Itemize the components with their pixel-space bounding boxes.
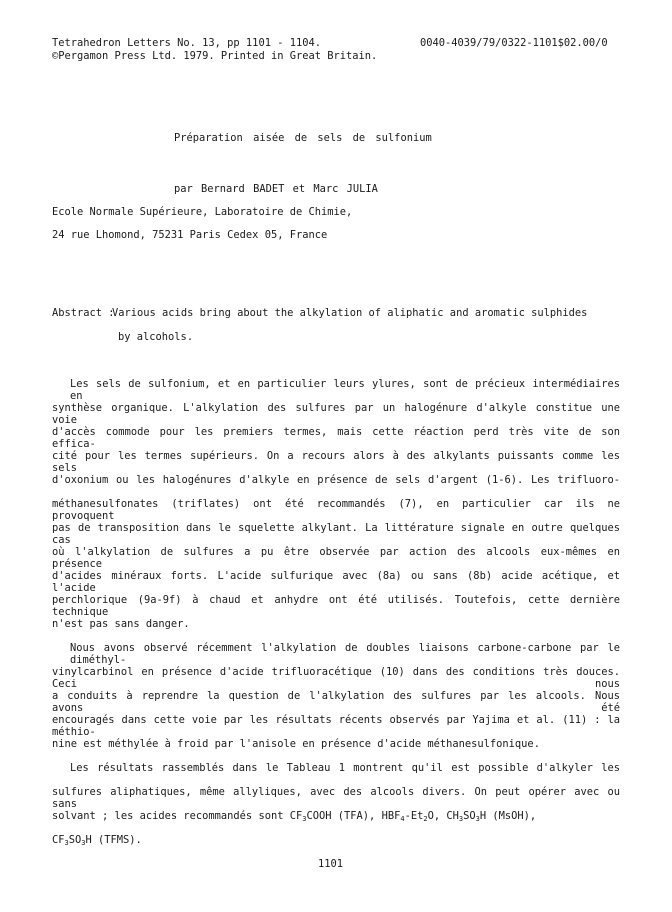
authors: par Bernard BADET et Marc JULIA — [174, 183, 378, 195]
journal-citation: Tetrahedron Letters No. 13, pp 1101 - 1104. — [52, 37, 321, 49]
body-line: encouragés dans cette voie par les résultats récents observés par Yajima et al. (11) : la méthio- — [52, 714, 620, 738]
body-line: n'est pas sans danger. — [52, 618, 190, 630]
body-line: d'oxonium ou les halogénures d'alkyle en présence de sels d'argent (1-6). Les trifluoro- — [52, 474, 620, 486]
body-line: sulfures aliphatiques, même allyliques, avec des alcools divers. On peut opérer avec ou sans — [52, 786, 620, 810]
body-line: cité pour les termes supérieurs. On a recours alors à des alkylants puissants comme les sels — [52, 450, 620, 474]
article-code: 0040-4039/79/0322-1101$02.00/0 — [420, 37, 608, 49]
body-line: d'accès commode pour les premiers termes, mais cette réaction perd très vite de son effica- — [52, 426, 620, 450]
body-line: a conduits à reprendre la question de l'alkylation des sulfures par les alcools. Nous avons été — [52, 690, 620, 714]
formula-msoh: $CH_3SO_3H$ (MsOH), — [446, 810, 537, 823]
article-title: Préparation aisée de sels de sulfonium — [174, 132, 432, 144]
formula-tfms: $CF_3SO_3H$ (TFMS). — [52, 834, 142, 847]
body-line: méthanesulfonates (triflates) ont été recommandés (7), en particulier car ils ne provoquent — [52, 498, 620, 522]
body-line: pas de transposition dans le squelette alkylant. La littérature signale en outre quelques cas — [52, 522, 620, 546]
affiliation-line-1: Ecole Normale Supérieure, Laboratoire de Chimie, — [52, 206, 353, 218]
formula-line — [52, 810, 620, 822]
body-line: Les résultats rassemblés dans le Tableau 1 montrent qu'il est possible d'alkyler les — [70, 762, 620, 774]
body-line: d'acides minéraux forts. L'acide sulfurique avec (8a) ou sans (8b) acide acétique, et l'acide — [52, 570, 620, 594]
body-line: synthèse organique. L'alkylation des sulfures par un halogénure d'alkyle constitue une voie — [52, 402, 620, 426]
body-line: Les sels de sulfonium, et en particulier leurs ylures, sont de précieux intermédiaires en — [70, 378, 620, 402]
formula-hbf4: $HBF_4-Et_2O$, — [381, 810, 441, 823]
body-line: perchlorique (9a-9f) à chaud et anhydre ont été utilisés. Toutefois, cette dernière technique — [52, 594, 620, 618]
abstract-line-2: by alcohols. — [118, 331, 194, 343]
affiliation-line-2: 24 rue Lhomond, 75231 Paris Cedex 05, France — [52, 229, 328, 241]
page-number: 1101 — [318, 858, 344, 870]
abstract-line-1: Various acids bring about the alkylation of aliphatic and aromatic sulphides — [112, 307, 588, 319]
body-line: Nous avons observé récemment l'alkylation de doubles liaisons carbone-carbone par le diméthyl- — [70, 642, 620, 666]
body-line: nine est méthylée à froid par l'anisole en présence d'acide méthanesulfonique. — [52, 738, 540, 750]
body-line: où l'alkylation de sulfures a pu être observée par action des alcools eux-mêmes en présence — [52, 546, 620, 570]
abstract-label: Abstract : — [52, 307, 115, 319]
body-line: solvant ; les acides recommandés sont — [52, 810, 284, 822]
formula-tfa: $CF_3COOH$ (TFA), — [289, 810, 376, 823]
publisher-line: ©Pergamon Press Ltd. 1979. Printed in Great Britain. — [52, 50, 378, 62]
body-line: vinylcarbinol en présence d'acide trifluoracétique (10) dans des conditions très douces. Ceci nous — [52, 666, 620, 690]
